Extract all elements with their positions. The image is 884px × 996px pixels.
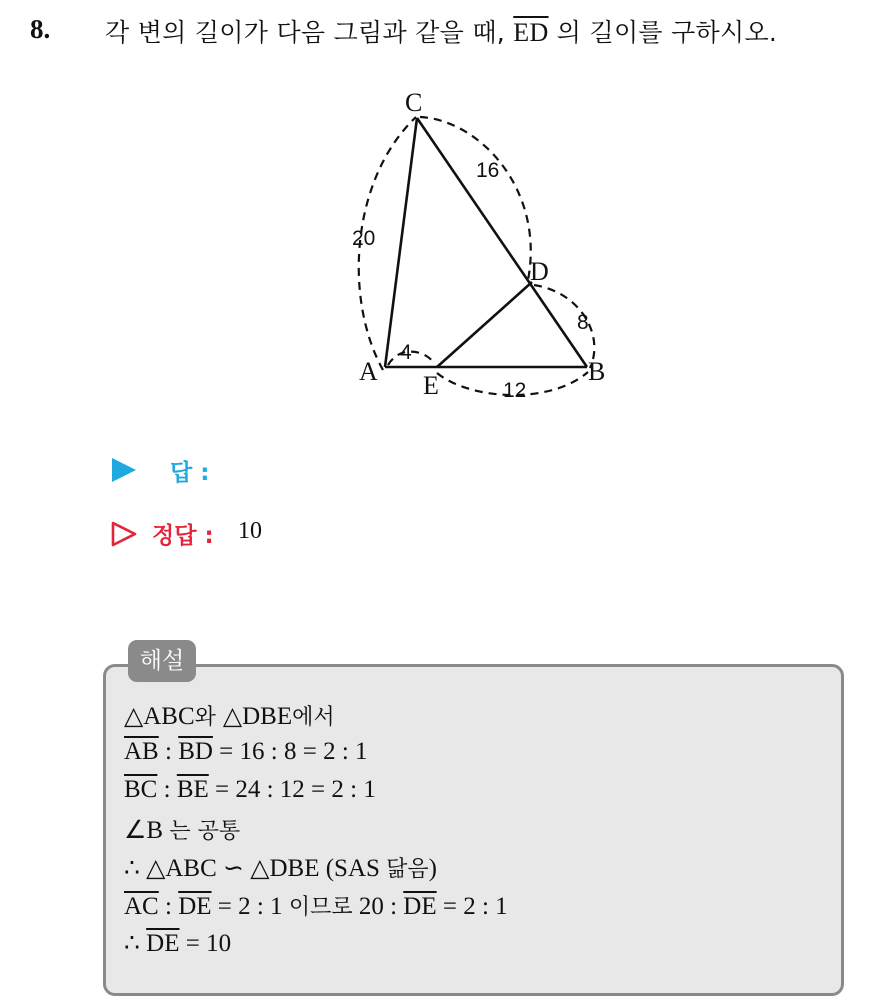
solution-text: ∠B: [124, 817, 170, 844]
overlined-segment: $\overline{BD}$: [178, 738, 213, 765]
correct-answer-label: 정답 :: [152, 523, 214, 549]
question-text-before: 각 변의 길이가 다음 그림과 같을 때,: [105, 18, 514, 47]
measure-label-ac: 20: [352, 227, 376, 250]
solution-text: 는 공통: [169, 819, 241, 844]
overlined-segment: $\overline{BE}$: [176, 776, 209, 803]
side-ac: [385, 118, 417, 367]
solution-tab: 해설: [128, 640, 196, 682]
measure-label-db: 8: [577, 311, 589, 334]
measure-label-ae: 4: [400, 341, 412, 364]
solution-line: [124, 890, 508, 921]
solution-text: = 24 : 12 = 2 : 1: [208, 776, 376, 803]
solution-line: [124, 738, 368, 766]
measure-label-eb: 12: [503, 379, 527, 402]
overlined-segment: $\overline{DE}$: [178, 893, 212, 920]
solution-line: [124, 814, 240, 845]
solution-text: = 2 : 1: [436, 893, 508, 920]
solution-line: [124, 928, 231, 958]
correct-answer-value: 10: [238, 518, 262, 544]
solution-text: :: [158, 893, 179, 920]
solution-text: :: [158, 738, 179, 765]
outline-triangle-icon: [110, 520, 138, 548]
solution-text: ∴ △ABC ∽ △DBE (SAS: [124, 855, 387, 882]
solution-text: 20 :: [352, 893, 404, 920]
solution-text: 에서: [292, 705, 335, 730]
side-ed: [437, 282, 532, 367]
vertex-label-d: D: [530, 257, 549, 286]
overlined-segment: $\overline{DE}$: [403, 893, 437, 920]
solution-text: = 2 : 1: [211, 893, 289, 920]
question-segment: $\overline{ED}$: [513, 18, 549, 47]
arc-cd: [420, 117, 531, 280]
solution-text: ∴: [124, 930, 147, 957]
overlined-segment: $\overline{DE}$: [146, 930, 180, 957]
solution-text: :: [157, 776, 177, 803]
solution-line: [124, 700, 335, 731]
side-cb: [417, 118, 587, 367]
question-number: 8.: [30, 14, 51, 44]
play-triangle-icon: [110, 456, 138, 484]
overlined-segment: $\overline{AC}$: [124, 893, 159, 920]
triangle-figure: [0, 0, 884, 440]
vertex-label-c: C: [405, 88, 423, 117]
answer-label: 답 :: [170, 460, 210, 486]
solution-text: △DBE: [222, 703, 293, 730]
solution-line: [124, 852, 437, 883]
vertex-label-b: B: [588, 357, 606, 386]
solution-text: 이므로: [288, 895, 353, 920]
question-text-after: 의 길이를 구하시오.: [548, 18, 778, 47]
solution-text: ): [428, 855, 437, 882]
vertex-label-e: E: [423, 371, 439, 400]
solution-text: 닮음: [386, 857, 429, 882]
solution-text: 와: [194, 705, 223, 730]
vertex-label-a: A: [359, 357, 378, 386]
solution-text: = 16 : 8 = 2 : 1: [212, 738, 368, 765]
overlined-segment: $\overline{BC}$: [124, 776, 158, 803]
solution-line: [124, 776, 376, 804]
measure-label-cd: 16: [476, 159, 500, 182]
solution-text: △ABC: [124, 703, 195, 730]
overlined-segment: $\overline{AB}$: [124, 738, 159, 765]
solution-text: = 10: [179, 930, 232, 957]
